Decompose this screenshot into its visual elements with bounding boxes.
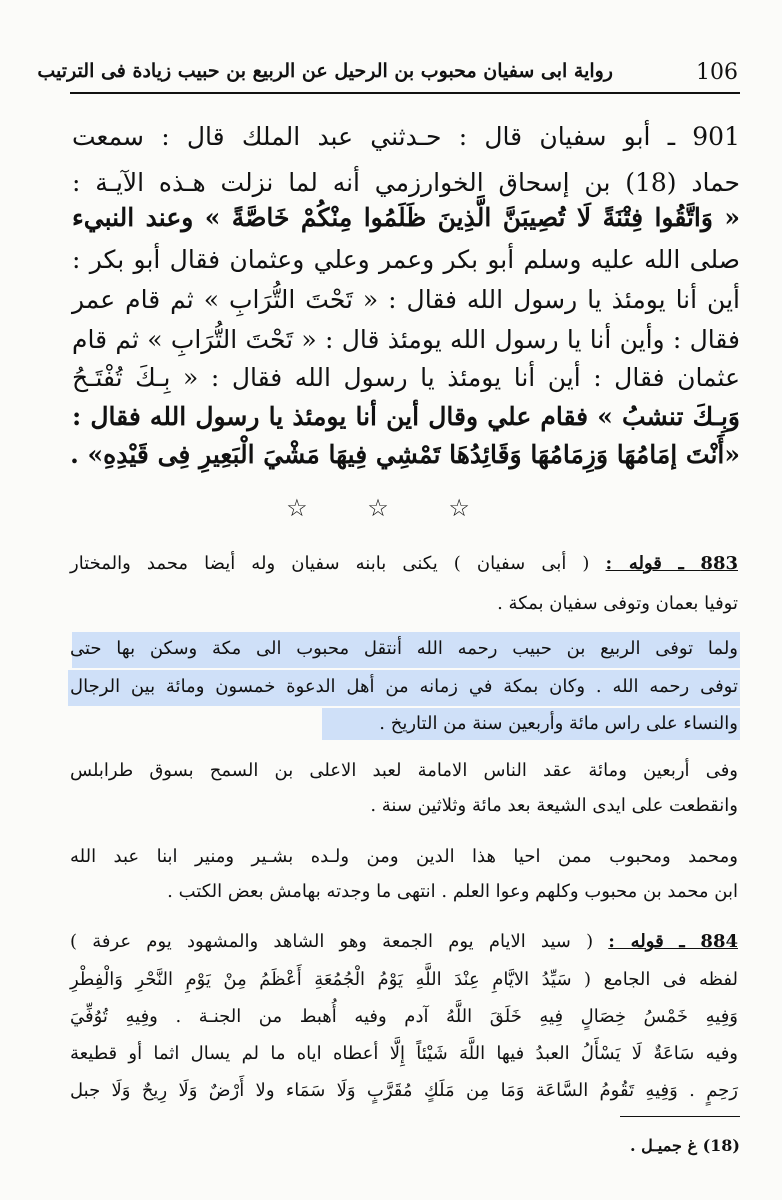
paragraph-2-line-1: وفى أربعين ومائة عقد الناس الامامة لعبد الاعلى بن السمح بسوق طرابلس [70, 760, 738, 781]
main-line-4: صلى الله عليه وسلم أبو بكر وعمر وعلي وعثمان فقال أبو بكر : [72, 245, 740, 274]
running-title: رواية ابى سفيان محبوب بن الرحيل عن الربيع بن حبيب زيادة فى الترتيب [37, 60, 613, 82]
main-line-3: « وَاتَّقُوا فِتْنَةً لَا تُصِيبَنَّ الَّذِينَ ظَلَمُوا مِنْكُمْ خَاصَّةً » وعند النبيء [72, 203, 740, 232]
note-883-text-1: ( أبى سفيان ) يكنى بابنه سفيان وله أيضا محمد والمختار [70, 553, 590, 574]
header-rule [70, 92, 740, 94]
selected-line-3[interactable]: والنساء على راس مائة وأربعين سنة من التاريخ . [379, 713, 738, 734]
section-separator: ☆ ☆ ☆ [286, 494, 496, 522]
footnote-rule [620, 1116, 740, 1117]
page-number: 106 [696, 60, 738, 85]
main-line-2: حماد (18) بن إسحاق الخوارزمي أنه لما نزلت هـذه الآيـة : [72, 168, 741, 197]
main-line-6: فقال : وأين أنا يا رسول الله يومئذ قال : « تَحْتَ التُّرَابِ » ثم قام [72, 325, 740, 354]
note-883-line-2: توفيا بعمان وتوفى سفيان بمكة . [497, 593, 738, 614]
note-883-line-1 [70, 553, 738, 574]
selected-line-2[interactable]: توفى رحمه الله . وكان بمكة في زمانه من أهل الدعوة خمسون ومائة بين الرجال [70, 676, 738, 697]
main-line-5: أين أنا يومئذ يا رسول الله فقال : « تَحْتَ التُّرَابِ » ثم قام عمر [72, 285, 740, 314]
note-884-line-5: رَحِمٍ . وَفِيهِ تَقُومُ السَّاعَة وَمَا مِن مَلَكٍ مُقَرَّبٍ وَلَا سَمَاء ولا أَرْضٌ وَلَا رِيحٌ وَلَا جبل [70, 1080, 738, 1101]
main-line-9: «أَنْتَ إمَامُهَا وَزِمَامُهَا وَقَائِدُهَا تَمْشِي فِيهَا مَشْيَ الْبَعِيرِ فِى قَيْدِهِ» . [70, 440, 740, 469]
main-line-7: عثمان فقال : أين أنا يومئذ يا رسول الله فقال : « بِـكَ تُفْتَـحُ [72, 363, 740, 392]
selected-line-1[interactable]: ولما توفى الربيع بن حبيب رحمه الله أنتقل محبوب الى مكة وسكن بها حتى [70, 638, 738, 659]
note-884-text-1: ( سيد الايام يوم الجمعة وهو الشاهد والمشهود يوم عرفة ) [70, 931, 594, 952]
note-883-label: 883 ـ قوله : [605, 553, 738, 574]
paragraph-3-line-1: ومحمد ومحبوب ممن احيا هذا الدين ومن ولـده بشـير ومنير ابنا عبد الله [70, 846, 738, 867]
note-884-line-2: لفظه فى الجامع ( سَيِّدُ الايَّامِ عِنْدَ اللَّهِ يَوْمُ الْجُمُعَةِ أَعْظَمُ مِنْ يَوْمِ النَّحْرِ وَالْفِطْرِ [70, 969, 738, 990]
main-line-1: 901 ـ أبو سفيان قال : حـدثني عبد الملك قال : سمعت [72, 122, 740, 151]
page-header [37, 58, 738, 92]
paragraph-2-line-2: وانقطعت على ايدى الشيعة بعد مائة وثلاثين سنة . [370, 795, 738, 816]
note-884-line-1 [70, 931, 738, 952]
note-884-line-4: وفيه سَاعَةٌ لَا يَسْأَلُ العبدُ فيها اللَّهَ شَيْئاً إِلَّا أعطاه اياه ما لم يسال اثما أو قطيعة [70, 1043, 738, 1064]
note-884-label: 884 ـ قوله : [608, 931, 738, 952]
paragraph-3-line-2: ابن محمد بن محبوب وكلهم وعوا العلم . انتهى ما وجدته بهامش بعض الكتب . [167, 881, 738, 902]
main-line-8: وَبِـكَ تنشبُ » فقام علي وقال أين أنا يومئذ يا رسول الله فقال : [72, 402, 740, 431]
note-884-line-3: وَفِيهِ خَمْسُ خِصَالٍ فِيهِ خَلَقَ اللَّهُ آدم وفيه أُهبط من الجنـة . وفِيهِ تُوُفِّيَ [70, 1006, 738, 1027]
footnote: (18) غ جميـل . [629, 1136, 740, 1155]
